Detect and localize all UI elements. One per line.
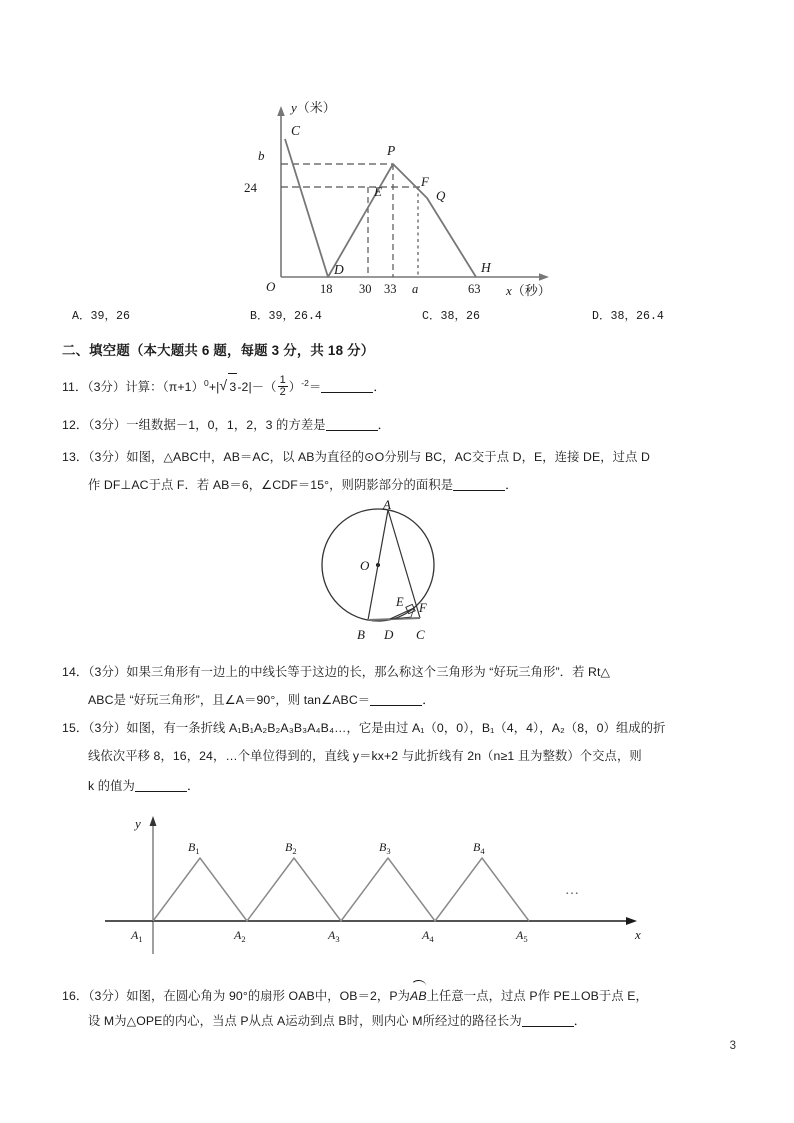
circle-triangle-figure [278,500,498,650]
q16-line2: 设 M为△OPE的内心，当点 P从点 A运动到点 B时，则内心 M所经过的路径长为 [88,1014,522,1028]
q11-frac-den: 2 [279,386,286,399]
question-16-line-1 [62,980,648,1009]
circle-label-O: O [360,558,370,573]
x-tick-30: 30 [359,282,372,296]
q14-line1: 如果三角形有一边上的中线长等于这边的长，那么称这个三角形为 “好玩三角形”．若 Rt△ [126,665,611,679]
point-label-H: H [481,260,491,275]
zigzag-graph-svg [95,806,655,954]
question-16-line-2 [62,1008,586,1034]
arc-ab-icon: AB [410,980,427,1009]
q11-stem: 计算：（π+1） [125,380,204,395]
q15-line1: 如图，有一条折线 A₁B₁A₂B₂A₃B₃A₄B₄…，它是由过 A₁（0，0），B₁（4，4），A₂（8，0）组成的折 [126,721,666,735]
y-tick-24: 24 [244,180,257,195]
choice-c[interactable]: C．38，26 [422,310,480,323]
q11-equals: ＝ [308,380,322,395]
q16-line1-a: 16．（3分） [62,989,127,1003]
q12-number: 12．（3分） [62,418,127,432]
q11-after-radical: -2|－（ [237,380,277,395]
circle-label-E: E [396,595,404,609]
q12-answer-blank[interactable] [326,418,378,431]
q14-answer-blank[interactable] [370,693,422,706]
section-heading: 二、填空题（本大题共 6 题，每题 3 分，共 18 分） [62,343,375,358]
q11-exp-neg2: -2 [301,378,309,388]
q15-answer-blank[interactable] [135,779,187,792]
q11-radicand: 3 [228,373,237,400]
q11-answer-blank[interactable] [321,380,373,393]
q15-number: 15．（3分） [62,721,127,735]
page-number: 3 [729,1040,736,1052]
x-tick-33: 33 [384,282,397,296]
q14-line2: ABC是 “好玩三角形”，且∠A＝90°，则 tan∠ABC＝ [88,693,371,707]
circle-label-D: D [384,627,394,642]
choice-d[interactable]: D．38，26.4 [592,310,664,323]
q13-answer-blank[interactable] [453,478,505,491]
circle-label-A: A [383,500,391,512]
q11-number: 11．（3分） [62,380,126,395]
point-label-P: P [387,143,396,158]
question-14-line-1 [62,659,610,685]
x-tick-a: a [412,282,419,296]
x-tick-63: 63 [468,282,481,296]
question-15-line-2 [62,743,642,769]
q15-line3: k 的值为 [88,779,135,793]
y-axis-label: y（米） [291,100,336,115]
zigzag-base-A3: $A_3$ [328,928,340,944]
question-15-line-3 [62,773,199,799]
q15-tail: ． [186,779,200,793]
zigzag-graph-figure [95,806,655,959]
q11-plus: +| [208,380,220,395]
q11-fraction [278,375,288,399]
q12-tail: ． [377,418,391,432]
question-13-line-1 [62,444,650,470]
q16-tail: ． [573,1014,587,1028]
x-axis-label: x（秒） [506,283,551,297]
choice-b[interactable]: B．39，26.4 [250,310,322,323]
zigzag-base-A2: $A_2$ [234,928,246,944]
q13-number: 13．（3分） [62,450,127,464]
q16-line1-b: 上任意一点，过点 P作 PE⊥OB于点 E， [426,989,648,1003]
q16-answer-blank[interactable] [522,1014,574,1027]
point-label-C: C [291,123,301,138]
y-tick-b: b [258,148,265,163]
q14-number: 14．（3分） [62,665,127,679]
zigzag-peak-B2: $B_2$ [285,840,297,856]
point-label-E: E [374,184,382,199]
q11-frac-num: 1 [279,373,286,386]
question-13-line-2 [62,472,518,498]
point-label-D: D [334,262,344,277]
zigzag-peak-B3: $B_3$ [379,840,391,856]
circle-label-B: B [357,627,365,642]
q13-line1: 如图，△ABC中，AB＝AC，以 AB为直径的⊙O分别与 BC，AC交于点 D，E，连接 DE，过点 D [126,450,650,464]
x-tick-18: 18 [320,282,333,296]
circle-label-F: F [419,601,427,615]
q11-paren-close: ） [288,380,302,395]
q12-text: 一组数据－1，0，1，2，3 的方差是 [126,418,326,432]
zigzag-peak-B4: $B_4$ [473,840,485,856]
q13-line2: 作 DF⊥AC于点 F．若 AB＝6，∠CDF＝15°，则阴影部分的面积是 [88,478,454,492]
zigzag-x-axis-label: x [635,927,641,942]
zigzag-base-A5: $A_5$ [516,928,528,944]
question-11 [62,370,386,400]
point-label-Q: Q [436,188,446,203]
point-label-F: F [421,174,429,189]
q11-exp-zero: 0 [203,378,209,388]
zigzag-base-A1: $A_1$ [131,928,143,944]
question-12 [62,412,390,438]
circle-triangle-svg [278,500,498,645]
zigzag-y-axis-label: y [135,816,141,831]
q13-tail: ． [505,478,518,492]
q14-tail: ． [422,693,435,707]
zigzag-ellipsis: … [565,883,579,898]
zigzag-peak-B1: $B_1$ [188,840,200,856]
q11-tail: ． [373,380,386,395]
circle-label-C: C [416,627,425,642]
origin-label: O [266,279,276,294]
question-15-line-1 [62,715,666,741]
question-14-line-2 [62,687,435,713]
q16-line1-text: 如图，在圆心角为 90°的扇形 OAB中，OB＝2，P为 [126,989,411,1003]
q15-line2: 线依次平移 8，16，24，…个单位得到的，直线 y＝kx+2 与此折线有 2n（n≥1 且为整数）个交点，则 [88,749,642,763]
zigzag-base-A4: $A_4$ [422,928,434,944]
sqrt-icon [219,373,237,400]
answer-choices-row [62,307,734,323]
choice-a[interactable]: A．39，26 [72,310,130,323]
